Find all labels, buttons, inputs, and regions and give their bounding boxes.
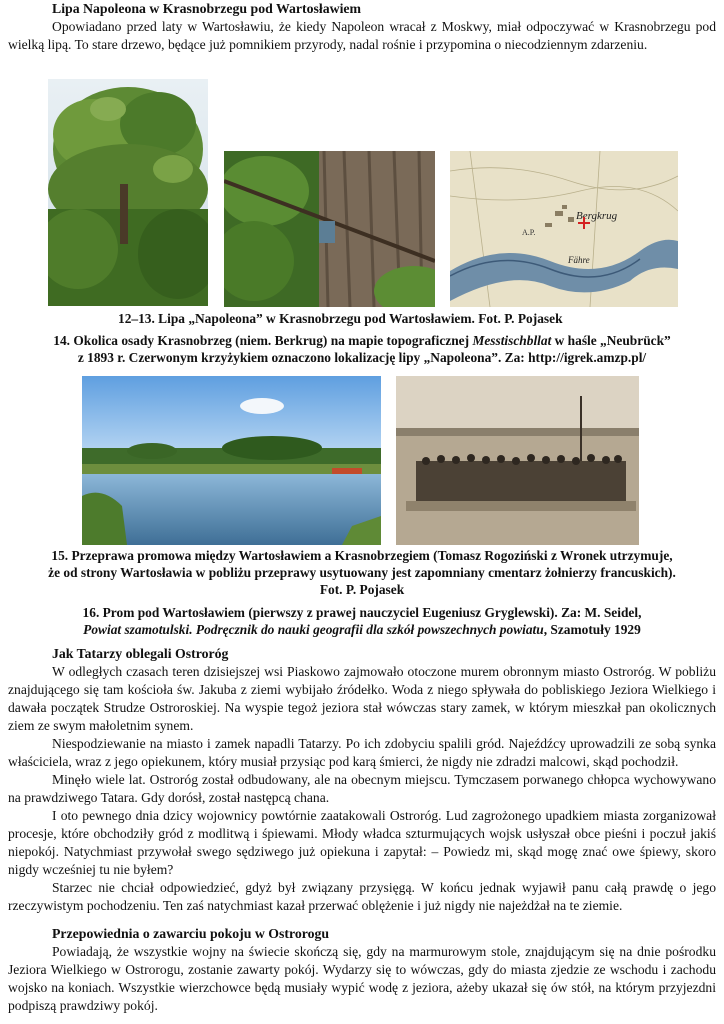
- caption-14-part-b: w haśle „Neubrück”: [551, 333, 671, 348]
- caption-16-italic: Powiat szamotulski. Podręcznik do nauki geografii dla szkół powszechnych powiatu: [83, 622, 544, 637]
- caption-14: [8, 332, 716, 366]
- paragraph: Starzec nie chciał odpowiedzieć, gdyż był związany przysięgą. W końcu jednak wyjawił panu całą prawdę o jego rzeczywistym pochodzeniu. Ten zaś natychmiast kazał przerwać oblężenie i już nigdy nie najeżdżał na te ziemie.: [8, 880, 716, 913]
- map-label-bergkrug: Bergkrug: [576, 210, 618, 222]
- caption-16: [8, 604, 716, 638]
- paragraph: I oto pewnego dnia dzicy wojownicy powtórnie zaatakowali Ostroróg. Lud zagrożonego upadkiem miasta zorganizował procesje, które obchodziły gród z modlitwą i śpiewami. Młody władca szturmujących wojsk usłyszał obce pieśni i poczuł jakiś niepokój. Natychmiast przywołał swego sędziwego już opiekuna i zapytał: – Powiedz mi, skąd mogę znać owe śpiewy, skoro nigdy wcześniej tu nie byłem?: [8, 808, 716, 877]
- section-body-przepowiednia: Powiadają, że wszystkie wojny na świecie skończą się, gdy na marmurowym stole, znajdującym się na dnie pośrodku Jeziora Wielkiego w Ostrorogu, zostanie zawarty pokój. Wydarzy się to wówczas, gdy do miasta zjedzie ze wschodu i zachodu wojsko na koniach. Wszystkie wierzchowce będą musiały wypić wodę z jeziora, ażeby ukazał się ów stół, na którym przyjezdni podpiszą prawdziwy pokój.: [8, 944, 716, 1013]
- photo-linden-tree: [48, 79, 208, 306]
- caption-15-line-1: 15. Przeprawa promowa między Wartosławiem a Krasnobrzegiem (Tomasz Rogoziński z Wronek utrzymuje,: [51, 548, 673, 563]
- paragraph: Minęło wiele lat. Ostroróg został odbudowany, ale na obecnym miejscu. Tymczasem porwanego chłopca wychowywano na prawdziwego Tatara. Gdy dorósł, został następcą chana.: [8, 772, 716, 805]
- photo-tree-bark: [224, 151, 435, 307]
- caption-14-part-a: 14. Okolica osady Krasnobrzeg (niem. Berkrug) na mapie topograficznej: [53, 333, 473, 348]
- map-label-ap: A.P.: [522, 228, 536, 237]
- topographic-map: [450, 151, 678, 307]
- map-label-fahre: Fähre: [568, 255, 590, 265]
- caption-14-part-c: z 1893 r. Czerwonym krzyżykiem oznaczono lokalizację lipy „Napoleona”. Za: http://igrek.amzp.pl/: [77, 350, 647, 365]
- caption-15-line-2: że od strony Wartosławia w pobliżu przeprawy usytuowany jest zapomniany cmentarz żołnierzy francuskich).: [48, 565, 676, 580]
- document-page: [8, 0, 716, 1013]
- section-title-lipa: Lipa Napoleona w Krasnobrzegu pod Wartosławiem: [52, 1, 362, 16]
- caption-15: [8, 547, 716, 598]
- photo-ferry-crossing: [82, 376, 381, 545]
- caption-12-13: 12–13. Lipa „Napoleona” w Krasnobrzegu pod Wartosławiem. Fot. P. Pojasek: [118, 311, 563, 326]
- section-title-przepowiednia: Przepowiednia o zawarciu pokoju w Ostrorogu: [52, 926, 330, 941]
- section-title-tatarzy: Jak Tatarzy oblegali Ostroróg: [52, 646, 229, 661]
- photo-historic-ferry: [396, 376, 639, 545]
- section-body-lipa: Opowiadano przed laty w Wartosławiu, że kiedy Napoleon wracał z Moskwy, miał odpoczywać w Krasnobrzegu pod wielką lipą. To stare drzewo, będące już pomnikiem przyrody, nadal rośnie i przypomina o niecodziennym zdarzeniu.: [8, 19, 716, 52]
- paragraph: Niespodziewanie na miasto i zamek napadli Tatarzy. Po ich zdobyciu spalili gród. Najeźdźcy uprowadzili ze sobą synka właściciela, wraz z jego opiekunem, który musiał przysiąc pod karą śmierci, że nigdy nie zdradzi malcowi, skąd pochodził.: [8, 736, 716, 769]
- paragraph: W odległych czasach teren dzisiejszej wsi Piaskowo zajmowało otoczone murem obronnym miasto Ostroróg. W pobliżu znajdującego się tam kościoła św. Jakuba z ziemi wybijało źródełko. Woda z niego spływała do pobliskiego Jeziora Wielkiego i dawała początek Strudze Ostroroskiej. Na wyspie tegoż jeziora stał wówczas stary zamek, w którym mieszkał pan okolicznych ziem ze swym małoletnim synem.: [8, 664, 716, 733]
- caption-15-line-3: Fot. P. Pojasek: [319, 582, 405, 597]
- caption-16-part-b: , Szamotuły 1929: [543, 622, 641, 637]
- caption-16-part-a: 16. Prom pod Wartosławiem (pierwszy z prawej nauczyciel Eugeniusz Gryglewski). Za: M. Seidel,: [82, 605, 642, 620]
- caption-14-italic: Messtischbllat: [472, 333, 552, 348]
